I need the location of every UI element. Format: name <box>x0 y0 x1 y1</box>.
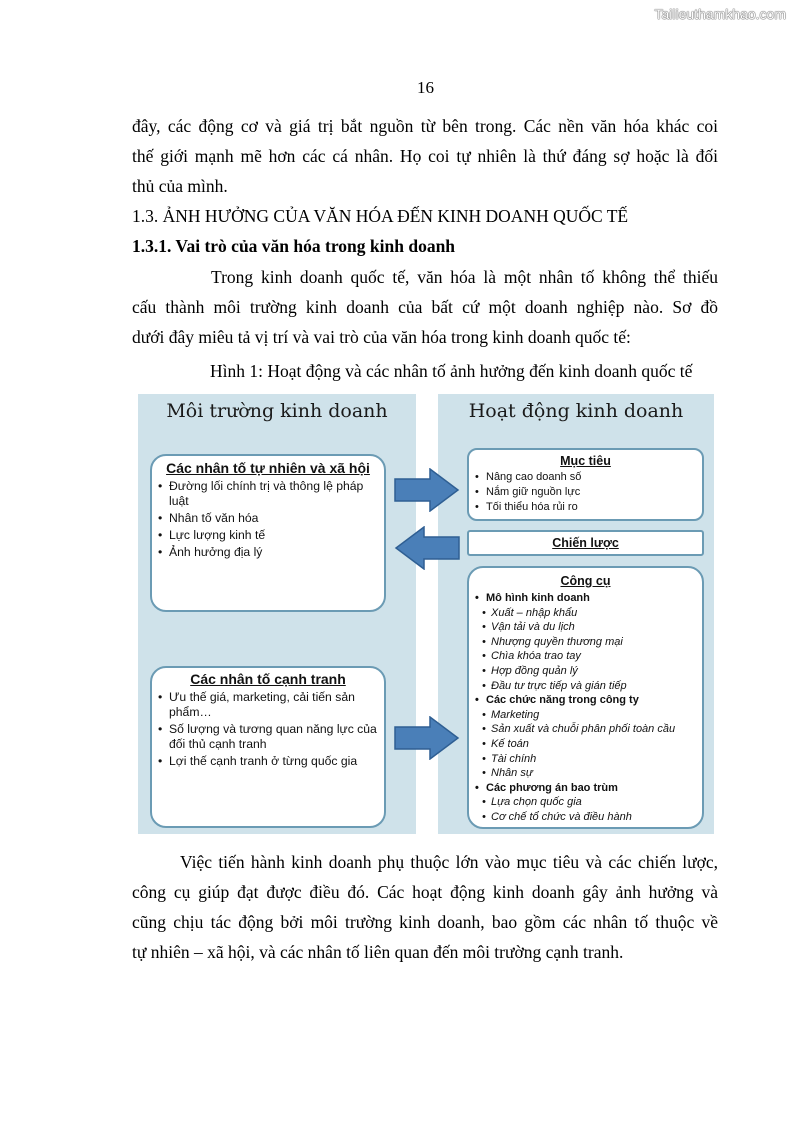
activity-panel-title: Hoạt động kinh doanh <box>468 400 684 422</box>
arrow-right-icon <box>394 468 460 512</box>
list-item: • Nắm giữ nguồn lực <box>475 485 696 500</box>
goals-box <box>467 448 704 521</box>
list-item: • Chìa khóa trao tay <box>482 649 696 664</box>
paragraph-line: dưới đây miêu tả vị trí và vai trò của văn hóa trong kinh doanh quốc tế: <box>132 327 631 347</box>
page-number: 16 <box>417 78 434 97</box>
tools-group: • Mô hình kinh doanh <box>475 591 696 606</box>
paragraph-3 <box>132 847 718 967</box>
figure-caption: Hình 1: Hoạt động và các nhân tố ảnh hưởng đến kinh doanh quốc tế <box>210 361 693 381</box>
paragraph-line: Việc tiến hành kinh doanh phụ thuộc lớn vào mục tiêu và các chiến lược, <box>180 852 718 872</box>
tools-group: • Các chức năng trong công ty <box>475 693 696 708</box>
competition-factors-box <box>150 666 386 828</box>
paragraph-line: Trong kinh doanh quốc tế, văn hóa là một nhân tố không thể thiếu <box>211 267 718 287</box>
nature-factors-box <box>150 454 386 612</box>
list-item: • Ưu thế giá, marketing, cải tiến sản phẩm… <box>158 690 378 720</box>
list-item: • Lợi thế cạnh tranh ở từng quốc gia <box>158 754 378 769</box>
strategy-box <box>467 530 704 556</box>
list-item: • Hợp đồng quản lý <box>482 664 696 679</box>
list-item: • Đầu tư trực tiếp và gián tiếp <box>482 679 696 694</box>
list-item: • Ảnh hưởng địa lý <box>158 545 378 560</box>
paragraph-line: đây, các động cơ và giá trị bắt nguồn từ bên trong. Các nền văn hóa khác coi <box>132 116 718 136</box>
paragraph-line: cũng chịu tác động bởi môi trường kinh doanh, bao gồm các nhân tố thuộc về <box>132 912 718 932</box>
paragraph-line: thủ của mình. <box>132 176 228 196</box>
paragraph-line: tự nhiên – xã hội, và các nhân tố liên quan đến môi trường cạnh tranh. <box>132 942 624 962</box>
goals-title: Mục tiêu <box>560 454 611 468</box>
paragraph-line: công cụ giúp đạt được điều đó. Các hoạt động kinh doanh gây ảnh hưởng và <box>132 882 718 902</box>
list-item: • Vận tải và du lịch <box>482 620 696 635</box>
tools-title: Công cụ <box>560 574 611 588</box>
list-item: • Tối thiểu hóa rủi ro <box>475 500 696 515</box>
list-item: • Xuất – nhập khẩu <box>482 606 696 621</box>
list-item: • Lực lượng kinh tế <box>158 528 378 543</box>
competition-factors-title: Các nhân tố cạnh tranh <box>190 671 346 687</box>
list-item: • Sản xuất và chuỗi phân phối toàn cầu <box>482 722 696 737</box>
strategy-title: Chiến lược <box>552 536 619 550</box>
paragraph-1 <box>132 111 718 201</box>
list-item: • Nhân sự <box>482 766 696 781</box>
tools-box <box>467 566 704 829</box>
section-heading-1-3-1: 1.3.1. Vai trò của văn hóa trong kinh doanh <box>132 236 456 256</box>
watermark: Tailieuthamkhao.com <box>654 6 786 22</box>
paragraph-2 <box>132 262 718 352</box>
list-item: • Kế toán <box>482 737 696 752</box>
list-item: • Lựa chọn quốc gia <box>482 795 696 810</box>
business-diagram <box>138 394 714 834</box>
list-item: • Nhượng quyền thương mại <box>482 635 696 650</box>
arrow-right-icon <box>394 716 460 760</box>
list-item: • Số lượng và tương quan năng lực của đối thủ cạnh tranh <box>158 722 378 752</box>
paragraph-line: thế giới mạnh mẽ hơn các cá nhân. Họ coi tự nhiên là thứ đáng sợ hoặc là đối <box>132 146 718 166</box>
paragraph-line: cấu thành môi trường kinh doanh của bất cứ một doanh nghiệp nào. Sơ đồ <box>132 297 718 317</box>
nature-factors-title: Các nhân tố tự nhiên và xã hội <box>166 460 370 476</box>
list-item: • Nhân tố văn hóa <box>158 511 378 526</box>
list-item: • Marketing <box>482 708 696 723</box>
tools-group: • Các phương án bao trùm <box>475 781 696 796</box>
environment-panel-title: Môi trường kinh doanh <box>166 400 388 422</box>
list-item: • Tài chính <box>482 752 696 767</box>
list-item: • Nâng cao doanh số <box>475 470 696 485</box>
list-item: • Cơ chế tổ chức và điều hành <box>482 810 696 825</box>
arrow-left-icon <box>394 526 460 570</box>
list-item: • Đường lối chính trị và thông lệ pháp luật <box>158 479 378 509</box>
section-heading-1-3: 1.3. ẢNH HƯỞNG CỦA VĂN HÓA ĐẾN KINH DOANH QUỐC TẾ <box>132 206 629 226</box>
